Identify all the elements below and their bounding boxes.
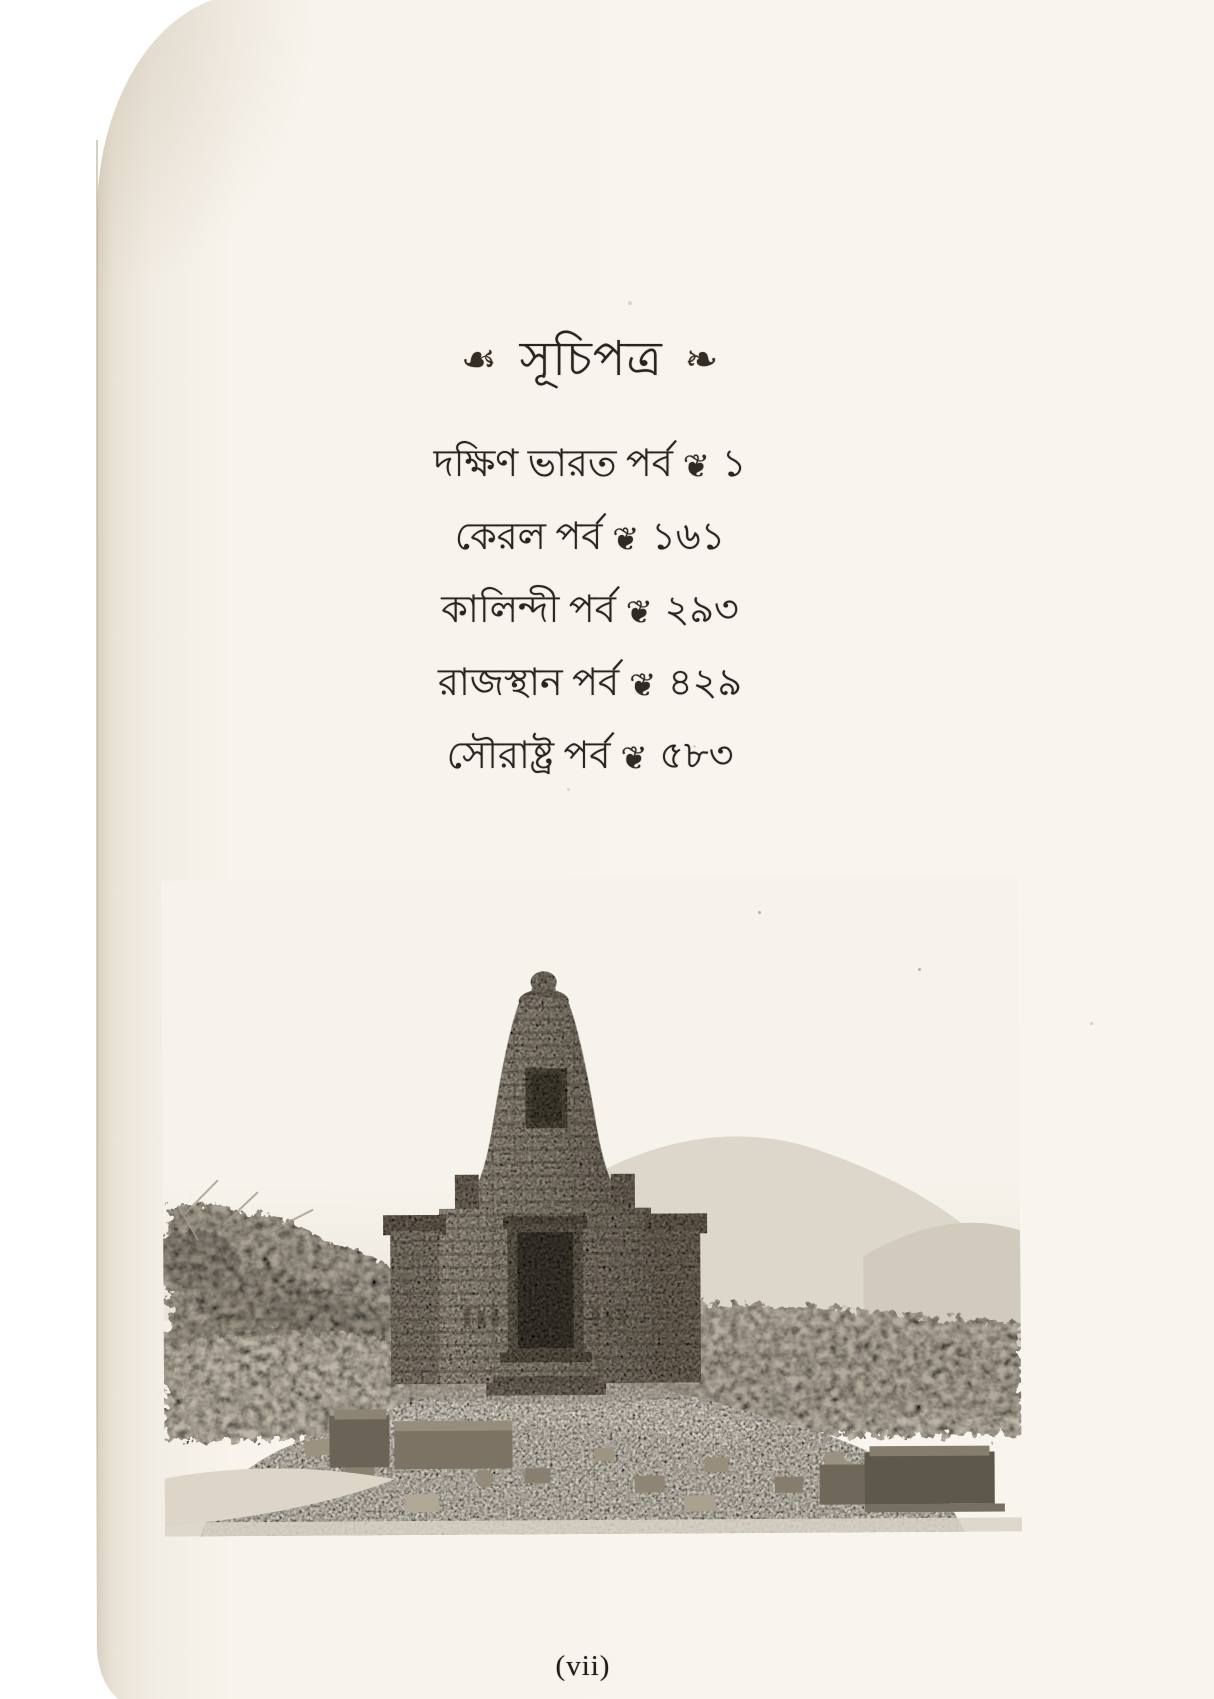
right-fleuron-icon: ❧ xyxy=(684,337,720,383)
toc-entry-page-number: ২৯৩ xyxy=(664,589,739,631)
dust-speck xyxy=(693,745,696,748)
toc-entry-page-number: ৪২৯ xyxy=(668,662,743,704)
toc-entry-label: সৌরাষ্ট্র পর্ব xyxy=(446,735,611,777)
toc-entry xyxy=(0,584,1180,637)
temple-photo-illustration xyxy=(161,875,1022,1536)
toc-entry-page-number: ১৬১ xyxy=(651,516,726,558)
dust-speck xyxy=(758,911,761,914)
toc-entry-label: কালিন্দী পর্ব xyxy=(441,589,616,631)
toc-entry-label: কেরল পর্ব xyxy=(454,516,603,558)
fleuron-icon: ❦ xyxy=(682,447,710,485)
toc-title-line xyxy=(0,330,1180,392)
toc-entry xyxy=(0,730,1180,783)
dust-speck xyxy=(628,301,632,305)
dust-speck xyxy=(1090,1022,1093,1025)
toc-entry-label: দক্ষিণ ভারত পর্ব xyxy=(433,443,673,485)
dust-speck xyxy=(918,968,921,971)
fleuron-icon: ❦ xyxy=(612,520,640,558)
temple-photo xyxy=(161,875,1022,1536)
toc-entry-page-number: ৫৮৩ xyxy=(659,735,734,777)
toc-entry-label: রাজস্থান পর্ব xyxy=(437,662,620,704)
fleuron-icon: ❦ xyxy=(620,739,648,777)
toc-entry xyxy=(0,511,1180,564)
fleuron-icon: ❦ xyxy=(629,666,656,704)
fleuron-icon: ❦ xyxy=(625,593,653,631)
toc-entry-page-number: ১ xyxy=(721,443,747,485)
left-fleuron-icon: ☙ xyxy=(460,337,498,383)
toc-entry xyxy=(0,438,1180,491)
toc-entry xyxy=(0,657,1180,710)
dust-speck xyxy=(567,788,570,791)
folio-page-number: (vii) xyxy=(555,1650,611,1682)
page-title: সূচিপত্র xyxy=(519,333,663,386)
